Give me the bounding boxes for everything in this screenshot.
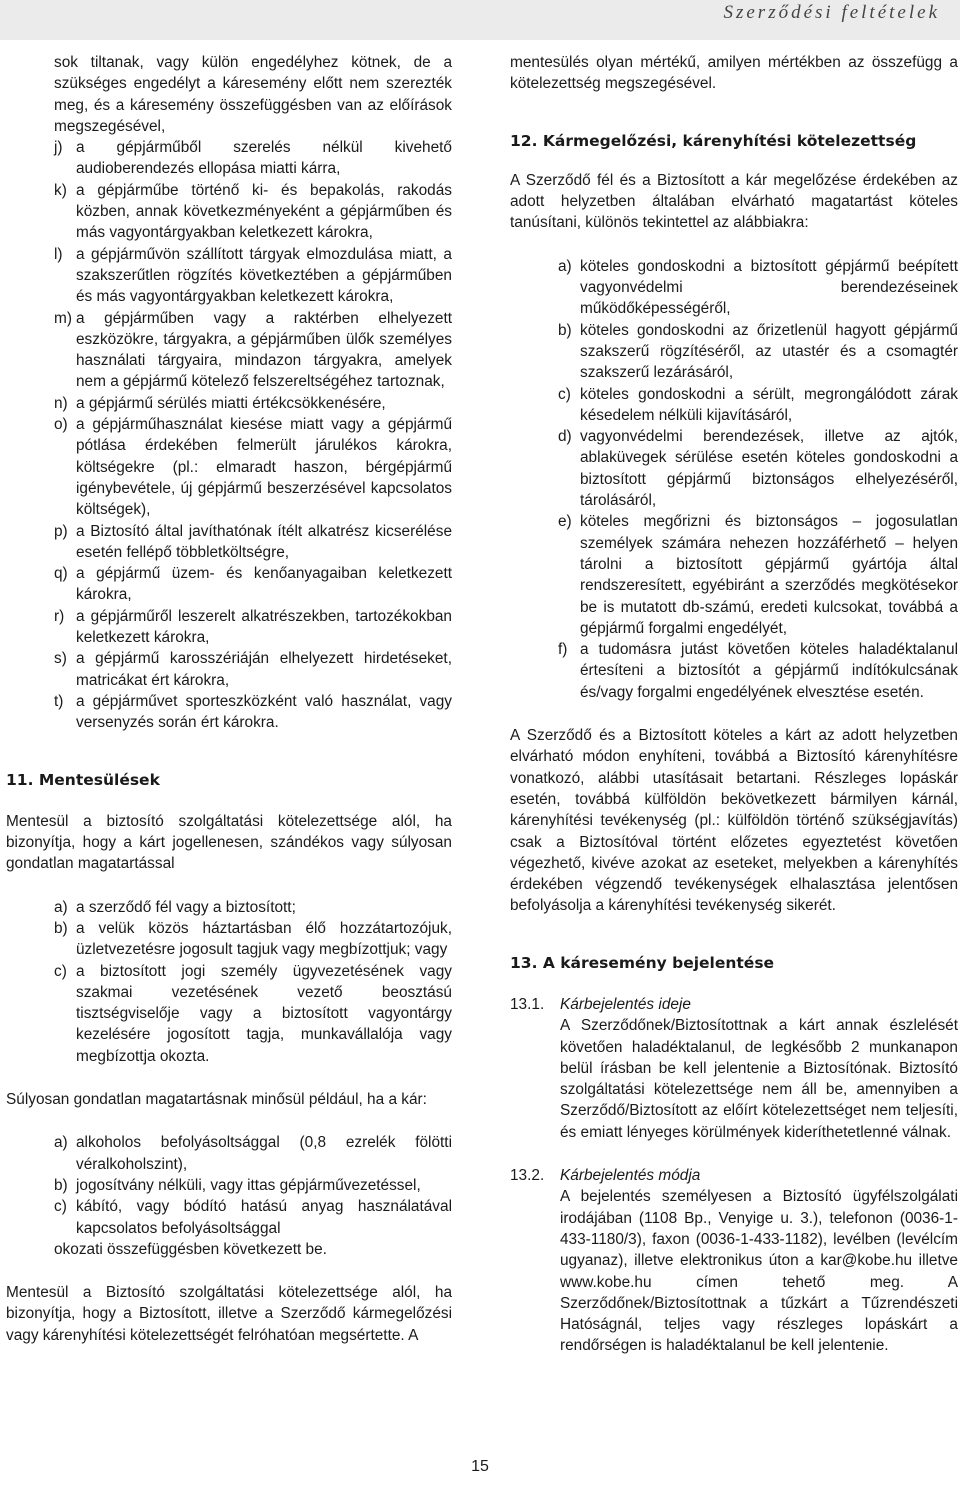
list-item <box>54 606 452 649</box>
subsection-title: Kárbejelentés ideje <box>560 995 691 1013</box>
subsection-body <box>560 1165 958 1357</box>
list-item <box>54 308 452 393</box>
item-label: c) <box>558 385 571 403</box>
item-text: a velük közös háztartásban élő hozzátartozójuk, üzletvezetésre jogosult tagjuk vagy megbízottjuk; vagy <box>76 919 452 959</box>
item-text: köteles megőrizni és biztonságos – jogosulatlan személyek számára nehezen hozzáférhető – helyen tárolni a biztosított gépjármű gyártója által rendszeresített, egyébiránt a szerződés megkötésekor be is mutatott db-számú, eredeti kulcsokat, továbbá a gépjármű forgalmi engedélyét, <box>580 513 958 637</box>
list-item <box>558 639 958 703</box>
left-continuation-text: sok tiltanak, vagy külön engedélyhez kötnek, de a szükséges engedélyt a káresemény előtt nem szerezték meg, és a káresemény összefüggésben van az előírások megszegésével, <box>54 54 452 135</box>
section-13-heading: 13. A káresemény bejelentése <box>510 953 775 972</box>
item-label: t) <box>54 692 64 710</box>
item-label: e) <box>558 513 572 531</box>
gross-negligence-tail: okozati összefüggésben következett be. <box>54 1240 327 1258</box>
list-item <box>54 521 452 564</box>
section-12-closing: A Szerződő és a Biztosított köteles a kárt az adott helyzetben elvárható módon enyhíteni, továbbá a Biztosító kárenyhítésre vonatkozó, alábbi utasításait betartani. Részleges lopáskár esetén, továbbá külföldön bekövetkezett bármilyen kárnál, kárenyhítési tevékenység (pl.: külföldön történő szükségjavítás) csak a Biztosítóval történt előzetes egyeztetést követően végezhető, kivéve azokat az eseteket, melyekben a kárenyhítés érdekében végzendő tevékenységek elhalasztása jelentősen befolyásolja a kárenyhítési tevékenység sikerét. <box>510 727 958 915</box>
item-text: a biztosított jogi személy ügyvezetésének vagy szakmai vezetésének vezető beosztású tisztségviselője vagy a biztosított vagyontárgy kezelésére jogosított tagja, munkavállalója vagy megbízottja okozta. <box>76 962 452 1065</box>
item-text: a gépjárműből szerelés nélkül kivehető audioberendezés ellopása miatti kárra, <box>76 139 452 178</box>
item-label: b) <box>558 321 572 339</box>
subsection-13-2 <box>510 1165 958 1357</box>
section-12-heading: 12. Kármegelőzési, kárenyhítési kötelezettség <box>510 131 917 150</box>
obligation-list <box>510 256 958 703</box>
subsection-body <box>560 994 958 1143</box>
list-item <box>54 137 452 180</box>
subsection-text: A Szerződőnek/Biztosítottnak a kárt annak észlelését követően haladéktalanul, de legkésőbb 2 munkanapon belül írásban be kell jelentenie a Biztosítónak. Biztosító szolgáltatási kötelezettsége nem áll be, amennyiben a Szerződő/Biztosított az előírt kötelezettséget nem teljesíti, és emiatt lényeges körülmények kideríthetetlenné válnak. <box>560 1017 958 1141</box>
section-11-heading: 11. Mentesülések <box>6 770 160 789</box>
list-item <box>54 897 452 918</box>
list-item <box>54 1132 452 1175</box>
item-text: a gépjárműről leszerelt alkatrészekben, tartozékokban keletkezett károkra, <box>76 607 452 647</box>
item-text: a gépjárművön szállított tárgyak elmozdulása miatt, a szakszerűtlen rögzítés következtében a gépjárműben és más vagyontárgyakban keletkezett károkra, <box>76 245 452 306</box>
item-text: a gépjármű sérülés miatti értékcsökkenésére, <box>76 394 386 412</box>
right-column <box>510 52 958 1357</box>
list-item <box>54 563 452 606</box>
item-label: r) <box>54 607 65 625</box>
item-label: d) <box>558 428 572 446</box>
gross-negligence-intro: Súlyosan gondatlan magatartásnak minősül például, ha a kár: <box>6 1091 427 1109</box>
item-text: köteles gondoskodni az őrizetlenül hagyott gépjármű szakszerű rögzítéséről, az utastér és a csomagtér szakszerű lezárásáról, <box>580 321 958 382</box>
item-text: a gépjármű karosszériáján elhelyezett hirdetéseket, matricákat ért károkra, <box>76 650 452 689</box>
exclusion-list <box>6 137 452 733</box>
section-11-final: Mentesül a Biztosító szolgáltatási kötelezettsége alól, ha bizonyítja, hogy a Biztosított, illetve a Szerződő kármegelőzési vagy kárenyhítési kötelezettségét felróhatóan megsértette. A <box>6 1284 452 1344</box>
item-text: a gépjármű üzem- és kenőanyagaiban keletkezett károkra, <box>76 565 452 604</box>
subsection-13-1 <box>510 994 958 1143</box>
list-item <box>54 414 452 520</box>
subsection-number: 13.2. <box>510 1167 545 1185</box>
item-text: kábító, vagy bódító hatású anyag használatával kapcsolatos befolyásoltsággal <box>76 1198 452 1237</box>
list-item <box>54 244 452 308</box>
item-label: o) <box>54 416 68 434</box>
item-text: vagyonvédelmi berendezések, illetve az ajtók, ablaküvegek sérülése esetén köteles gondoskodni a biztosított gépjármű biztonságos elhelyezéséről, tárolásáról, <box>580 428 958 510</box>
subsection-number: 13.1. <box>510 995 545 1013</box>
list-item <box>54 961 452 1067</box>
page-number: 15 <box>471 1458 489 1475</box>
section-12-intro: A Szerződő fél és a Biztosított a kár megelőzése érdekében az adott helyzetben általában elvárható magatartást köteles tanúsítani, különös tekintettel az alábbiakra: <box>510 171 958 232</box>
liable-party-list <box>6 897 452 1067</box>
item-text: a gépjárműben vagy a raktérben elhelyezett eszközökre, tárgyakra, a gépjárműben ülők személyes használati tárgyaira, mindazon tárgyakra, amelyek nem a gépjármű kötelező felszereltségéhez tartoznak, <box>76 309 452 391</box>
item-text: a gépjárműbe történő ki- és bepakolás, rakodás közben, annak következményeként a gépjárműben és más vagyontárgyakban keletkezett károkra, <box>76 181 452 242</box>
list-item <box>558 256 958 320</box>
item-label: l) <box>54 245 63 263</box>
item-text: köteles gondoskodni a sérült, megrongálódott zárak késedelem nélküli kijavításáról, <box>580 385 958 424</box>
item-label: f) <box>558 641 568 659</box>
list-item <box>54 691 452 734</box>
item-label: j) <box>54 139 63 157</box>
item-text: a Biztosító által javíthatónak ítélt alkatrész kicserélése esetén fellépő többletköltségre, <box>76 522 452 561</box>
item-label: k) <box>54 181 67 199</box>
list-item <box>558 426 958 511</box>
header-bar <box>0 0 960 40</box>
subsection-text: A bejelentés személyesen a Biztosító ügyfélszolgálati irodájában (1108 Bp., Venyige u. 3.), telefonon (0036-1-433-1180/3), faxon (0036-1-433-1182), levélben (levélcím ugyanaz), illetve elektronikus úton a kar@kobe.hu illetve www.kobe.hu címen tehető meg. A Szerződőnek/Biztosítottnak a tűzkárt a Tűzrendészeti Hatóságnál, teljes vagy részleges lopáskárt a rendőrségen is haladéktalanul be kell jelentenie. <box>560 1188 958 1355</box>
list-item <box>54 1175 452 1196</box>
subsection-title: Kárbejelentés módja <box>560 1167 701 1185</box>
item-label: a) <box>558 257 572 275</box>
item-text: jogosítvány nélküli, vagy ittas gépjárművezetéssel, <box>76 1176 421 1194</box>
list-item <box>558 320 958 384</box>
item-label: s) <box>54 650 67 668</box>
list-item <box>558 511 958 639</box>
document-title: Szerződési feltételek <box>723 2 940 23</box>
item-label: m) <box>54 309 72 327</box>
item-label: a) <box>54 898 68 916</box>
item-label: a) <box>54 1134 68 1152</box>
list-item <box>54 918 452 961</box>
left-column <box>6 52 452 1346</box>
list-item <box>54 1196 452 1239</box>
item-label: n) <box>54 394 68 412</box>
item-label: q) <box>54 565 68 583</box>
list-item <box>54 180 452 244</box>
item-text: alkoholos befolyásoltsággal (0,8 ezrelék fölötti véralkoholszint), <box>76 1134 452 1173</box>
item-text: köteles gondoskodni a biztosított gépjármű beépített vagyonvédelmi berendezéseinek működőképességéről, <box>580 257 958 318</box>
gross-negligence-list <box>6 1132 452 1238</box>
item-text: a gépjárműhasználat kiesése miatt vagy a gépjármű pótlása érdekében felmerült járulékos károkra, költségekre (pl.: elmaradt haszon, bérgépjármű igénybevétele, új gépjármű beszerzésével kapcsolatos költségek), <box>76 416 452 519</box>
list-item <box>54 393 452 414</box>
item-label: c) <box>54 962 67 980</box>
right-continuation-text: mentesülés olyan mértékű, amilyen mértékben az összefügg a kötelezettség megszegésével. <box>510 54 958 93</box>
item-text: a szerződő fél vagy a biztosított; <box>76 898 296 916</box>
item-label: p) <box>54 522 68 540</box>
item-text: a gépjárművet sporteszközként való használat, vagy versenyzés során ért károkra. <box>76 692 452 732</box>
item-label: b) <box>54 919 68 937</box>
list-item <box>558 384 958 427</box>
item-label: b) <box>54 1176 68 1194</box>
item-label: c) <box>54 1198 67 1216</box>
list-item <box>54 648 452 691</box>
item-text: a tudomásra jutást követően köteles haladéktalanul értesíteni a biztosítót a gépjármű indítókulcsának és/vagy forgalmi engedélyének elvesztése esetén. <box>580 641 958 701</box>
section-11-intro: Mentesül a biztosító szolgáltatási kötelezettsége alól, ha bizonyítja, hogy a kárt jogellenesen, szándékos vagy súlyosan gondatlan magatartással <box>6 812 452 873</box>
